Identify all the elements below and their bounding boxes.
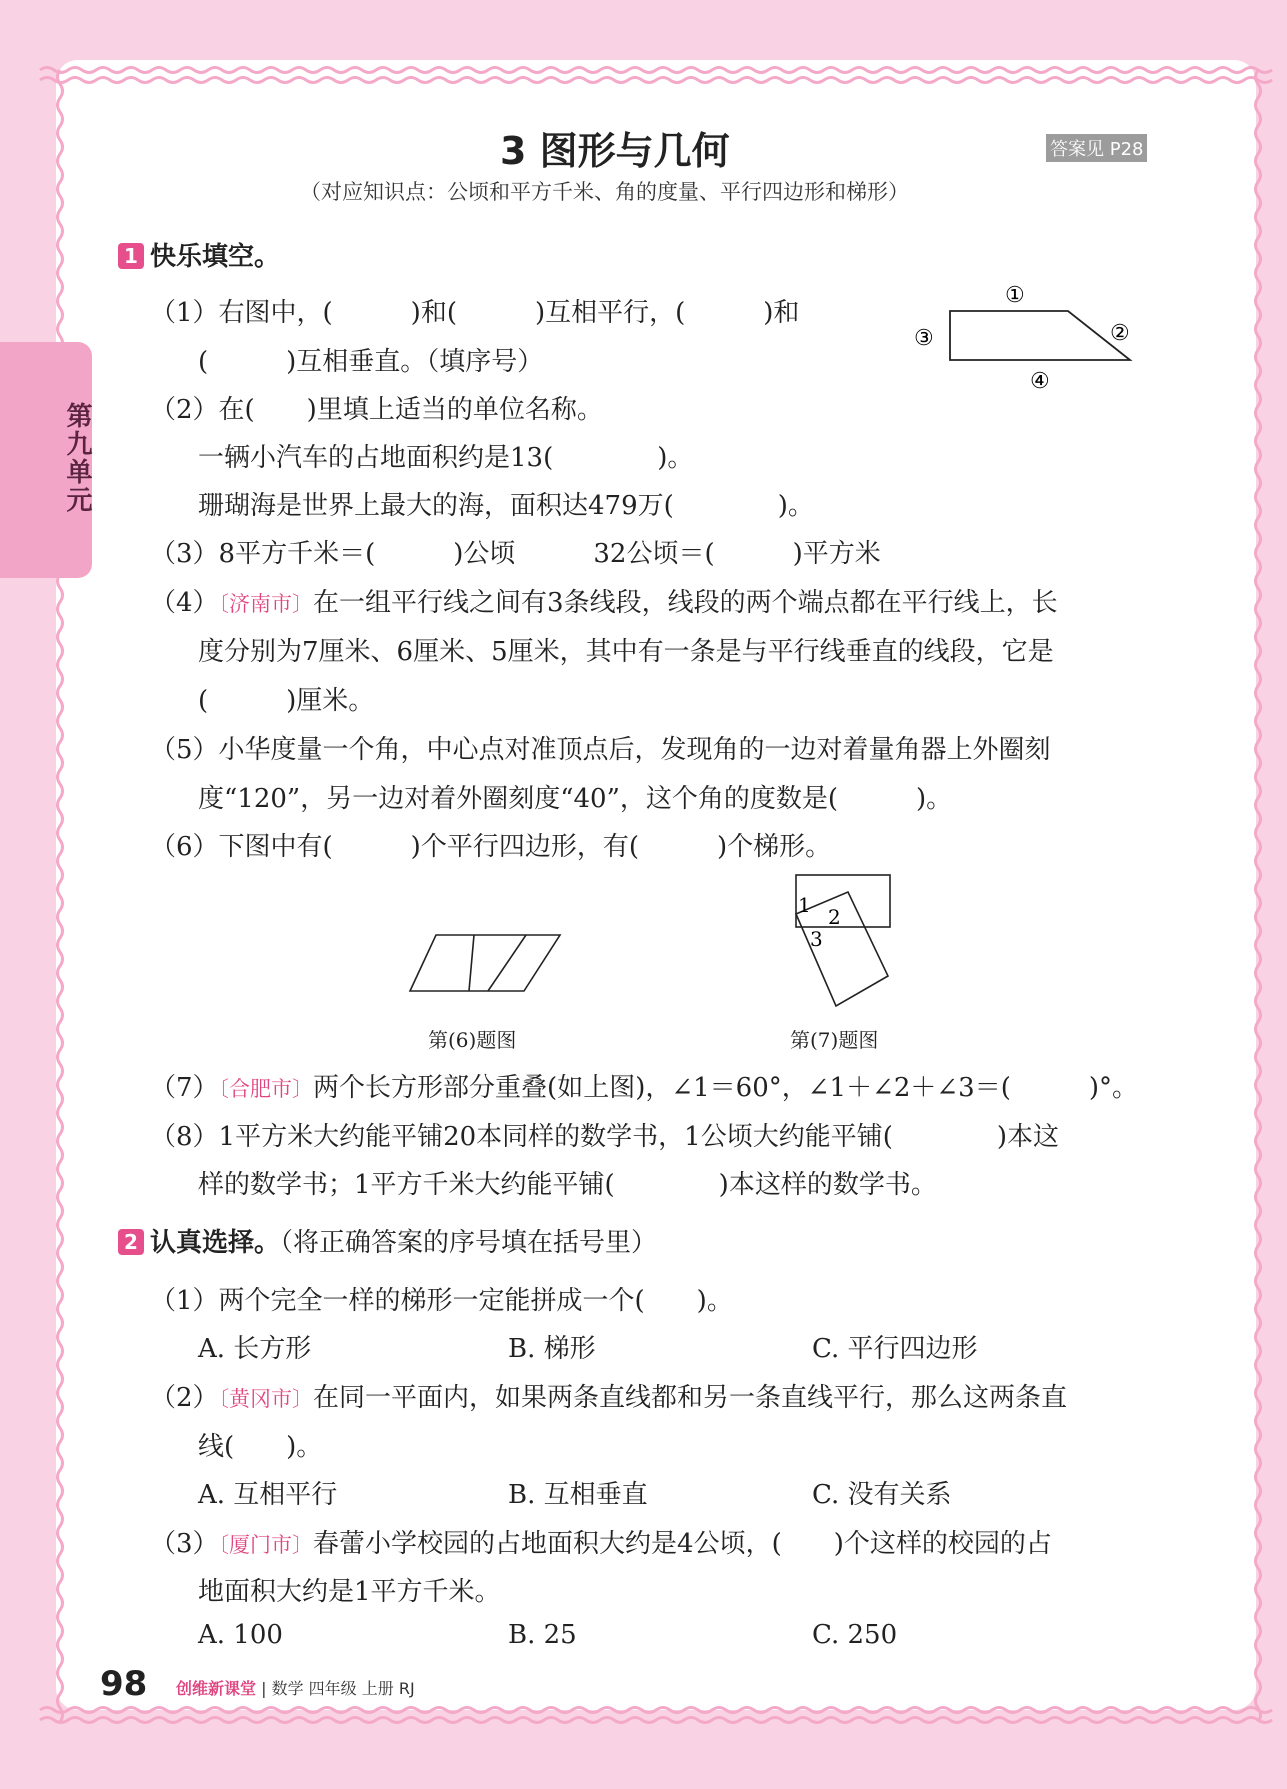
s2-q2-city-tag: 〔黄冈市〕 xyxy=(218,1387,314,1411)
q7-prefix: （7） xyxy=(150,1073,219,1103)
section1-title: 快乐填空。 xyxy=(150,242,281,272)
s2-q2-option-a: A. 互相平行 xyxy=(198,1480,338,1510)
footer-book-info: 数学 四年级 上册 RJ xyxy=(271,1679,415,1698)
q1-line2: ( )互相垂直。（填序号） xyxy=(198,347,544,377)
q6-outer-parallelogram xyxy=(410,935,560,991)
q4-prefix: （4） xyxy=(150,588,219,618)
q7-city-tag: 〔合肥市〕 xyxy=(218,1077,314,1101)
s2-q3-text1: 春蕾小学校园的占地面积大约是4公顷，( )个这样的校园的占 xyxy=(313,1529,1052,1559)
trapezoid-shape xyxy=(950,311,1130,360)
footer-brand: 创维新课堂 xyxy=(176,1679,257,1698)
q7-text: 两个长方形部分重叠(如上图)，∠1＝60°，∠1＋∠2＋∠3＝( )°。 xyxy=(313,1073,1139,1103)
q8-line1: （8）1平方米大约能平铺20本同样的数学书，1公顷大约能平铺( )本这 xyxy=(150,1122,1059,1152)
footer-info xyxy=(176,1676,415,1699)
s2-q3-option-c: C. 250 xyxy=(812,1620,898,1650)
unit-side-tab-label: 第九单元 xyxy=(62,402,92,514)
figure-q6-parallelograms xyxy=(400,925,570,995)
footer-separator: | xyxy=(256,1679,272,1698)
page-title: 3 图形与几何 xyxy=(500,129,730,173)
q7-angle-label-3: 3 xyxy=(810,927,823,951)
section2-title: 认真选择。 xyxy=(150,1228,281,1258)
section1-number: 1 xyxy=(118,243,144,269)
s2-q2-option-c: C. 没有关系 xyxy=(812,1480,952,1510)
s2-q1-option-a: A. 长方形 xyxy=(198,1334,312,1364)
section2-title-note: （将正确答案的序号填在括号里） xyxy=(280,1228,658,1258)
q8-line2: 样的数学书；1平方千米大约能平铺( )本这样的数学书。 xyxy=(198,1170,937,1200)
fig-label-3: ③ xyxy=(914,326,934,351)
section2-heading xyxy=(118,1222,657,1259)
q4-text1: 在一组平行线之间有3条线段，线段的两个端点都在平行线上，长 xyxy=(313,588,1058,618)
q4-city-tag: 〔济南市〕 xyxy=(218,592,314,616)
s2-q2-line1 xyxy=(150,1377,1067,1414)
q7-angle-label-1: 1 xyxy=(798,893,811,917)
fig-label-2: ② xyxy=(1110,321,1130,346)
caption-q7: 第(7)题图 xyxy=(790,1028,879,1052)
q2-line3: 珊瑚海是世界上最大的海，面积达479万( )。 xyxy=(198,491,814,521)
q7-line xyxy=(150,1067,1138,1104)
q2-line2: 一辆小汽车的占地面积约是13( )。 xyxy=(198,443,694,473)
q4-line3: ( )厘米。 xyxy=(198,686,375,716)
s2-q2-text1: 在同一平面内，如果两条直线都和另一条直线平行，那么这两条直 xyxy=(313,1383,1068,1413)
s2-q3-line2: 地面积大约是1平方千米。 xyxy=(198,1577,501,1607)
q1-line1: （1）右图中，( )和( )互相平行，( )和 xyxy=(150,298,800,328)
q4-line2: 度分别为7厘米、6厘米、5厘米，其中有一条是与平行线垂直的线段，它是 xyxy=(198,637,1054,667)
page-number: 98 xyxy=(100,1664,148,1704)
figure-trapezoid-q1 xyxy=(910,278,1140,396)
section1-heading xyxy=(118,236,280,273)
q4-line1 xyxy=(150,582,1058,619)
fig-label-1: ① xyxy=(1005,283,1025,308)
s2-q3-option-b: B. 25 xyxy=(508,1620,577,1650)
s2-q1-line: （1）两个完全一样的梯形一定能拼成一个( )。 xyxy=(150,1286,733,1316)
caption-q6: 第(6)题图 xyxy=(428,1028,517,1052)
q2-line1: （2）在( )里填上适当的单位名称。 xyxy=(150,395,603,425)
s2-q2-prefix: （2） xyxy=(150,1383,219,1413)
s2-q3-city-tag: 〔厦门市〕 xyxy=(218,1533,314,1557)
s2-q1-option-b: B. 梯形 xyxy=(508,1334,596,1364)
q7-angle-label-2: 2 xyxy=(828,905,841,929)
unit-side-tab xyxy=(0,342,92,578)
q5-line1: （5）小华度量一个角，中心点对准顶点后，发现角的一边对着量角器上外圈刻 xyxy=(150,735,1051,765)
figure-q7-rectangles xyxy=(784,868,904,1018)
q6-divider-1 xyxy=(469,935,474,991)
section2-number: 2 xyxy=(118,1229,144,1255)
s2-q3-option-a: A. 100 xyxy=(198,1620,283,1650)
fig-label-4: ④ xyxy=(1030,369,1050,394)
q3-line: （3）8平方千米＝( )公顷 32公顷＝( )平方米 xyxy=(150,539,881,569)
answer-ref-badge: 答案见 P28 xyxy=(1046,134,1147,162)
s2-q3-line1 xyxy=(150,1523,1052,1560)
s2-q2-option-b: B. 互相垂直 xyxy=(508,1480,648,1510)
page-subtitle: （对应知识点：公顷和平方千米、角的度量、平行四边形和梯形） xyxy=(300,180,909,204)
q5-line2: 度“120”，另一边对着外圈刻度“40”，这个角的度数是( )。 xyxy=(198,784,953,814)
s2-q3-prefix: （3） xyxy=(150,1529,219,1559)
q6-line: （6）下图中有( )个平行四边形，有( )个梯形。 xyxy=(150,832,832,862)
s2-q1-option-c: C. 平行四边形 xyxy=(812,1334,978,1364)
s2-q2-line2: 线( )。 xyxy=(198,1432,323,1462)
q6-divider-2 xyxy=(488,935,526,991)
